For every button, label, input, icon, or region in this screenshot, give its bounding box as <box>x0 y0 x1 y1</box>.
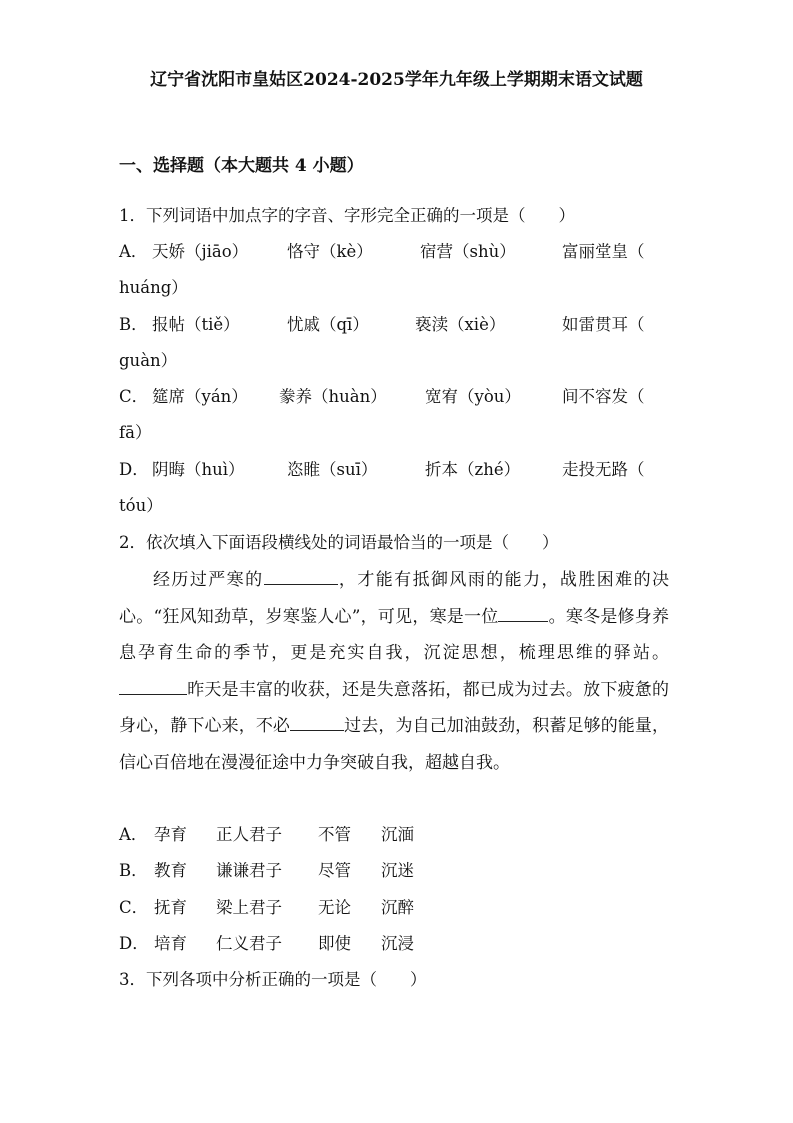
passage-text: 。寒冬是修身养息孕育生命的季节，更是充实自我，沉淀思想，梳理思维的驿站。 <box>119 606 669 663</box>
passage-text: 过去，为自己加油鼓劲，积蓄足够的能量，信心百倍地在漫漫征途中力争突破自我，超越自我。 <box>119 716 670 773</box>
option-item: 富丽堂皇（ <box>562 242 645 261</box>
option-item: 恣睢（suī） <box>287 460 378 479</box>
q1-option-c-tail: fā） <box>119 423 152 442</box>
q1-option-a-tail: huáng） <box>119 278 188 297</box>
section-heading: 一、选择题（本大题共 4 小题） <box>119 156 364 176</box>
option-item: 筵席（yán） <box>152 387 248 406</box>
option-word: 谦谦君子 <box>216 861 282 880</box>
option-word: 即使 <box>318 934 351 953</box>
option-word: 正人君子 <box>216 825 282 844</box>
q2-option-a <box>119 817 679 853</box>
option-item: 阴晦（huì） <box>152 460 245 479</box>
q1-option-b-tail: guàn） <box>119 351 178 370</box>
q2-option-c <box>119 890 679 926</box>
option-word: 仁义君子 <box>216 934 282 953</box>
q3-stem: 3．下列各项中分析正确的一项是（ ） <box>119 970 427 989</box>
option-word: 无论 <box>318 898 351 917</box>
option-item: 报帖（tiě） <box>152 315 240 334</box>
option-item: 宽宥（yòu） <box>425 387 521 406</box>
option-item: 豢养（huàn） <box>279 387 387 406</box>
option-label: D． <box>119 460 149 479</box>
option-item: 恪守（kè） <box>287 242 373 261</box>
q2-stem: 2．依次填入下面语段横线处的词语最恰当的一项是（ ） <box>119 533 559 552</box>
option-word: 梁上君子 <box>216 898 282 917</box>
fill-blank-3 <box>119 693 187 695</box>
option-label: B． <box>119 861 148 880</box>
passage-text: 昨天是丰富的收获，还是失意落拓，都已成为过去。放下疲惫的身心，静下心来，不必 <box>119 679 669 736</box>
q1-stem: 1．下列词语中加点字的字音、字形完全正确的一项是（ ） <box>119 206 575 225</box>
passage-text: 经历过严寒的 <box>153 570 264 590</box>
fill-blank-2 <box>498 620 548 622</box>
option-item: 走投无路（ <box>562 460 645 479</box>
option-word: 沉浸 <box>381 934 414 953</box>
option-label: C． <box>119 898 149 917</box>
option-word: 培育 <box>154 934 187 953</box>
option-label: C． <box>119 387 149 406</box>
fill-blank-4 <box>290 729 344 731</box>
q1-option-c <box>119 379 679 415</box>
option-item: 忧戚（qī） <box>287 315 369 334</box>
option-word: 不管 <box>318 825 351 844</box>
q2-option-d <box>119 926 679 962</box>
option-item: 宿营（shù） <box>420 242 516 261</box>
document-title: 辽宁省沈阳市皇姑区2024-2025学年九年级上学期期末语文试题 <box>150 70 643 90</box>
option-item: 折本（zhé） <box>425 460 521 479</box>
q1-option-d-tail: tóu） <box>119 496 163 515</box>
option-item: 间不容发（ <box>562 387 645 406</box>
option-label: A． <box>119 242 148 261</box>
q1-option-d <box>119 452 679 488</box>
q1-option-b <box>119 307 679 343</box>
option-word: 抚育 <box>154 898 187 917</box>
option-word: 孕育 <box>154 825 187 844</box>
q2-option-b <box>119 853 679 889</box>
option-word: 沉湎 <box>381 825 414 844</box>
q2-passage <box>119 562 669 781</box>
option-word: 尽管 <box>318 861 351 880</box>
q1-option-a <box>119 234 679 270</box>
option-label: B． <box>119 315 148 334</box>
option-word: 沉迷 <box>381 861 414 880</box>
option-item: 如雷贯耳（ <box>562 315 645 334</box>
option-item: 天娇（jiāo） <box>152 242 249 261</box>
option-item: 亵渎（xiè） <box>415 315 506 334</box>
passage-text: ，才能有抵御风雨的能力，战胜困难的决心。“狂风知劲草，岁寒鉴人心”，可见，寒是一位 <box>119 570 669 627</box>
option-label: D． <box>119 934 149 953</box>
option-label: A． <box>119 825 148 844</box>
fill-blank-1 <box>264 583 338 585</box>
option-word: 教育 <box>154 861 187 880</box>
option-word: 沉醉 <box>381 898 414 917</box>
